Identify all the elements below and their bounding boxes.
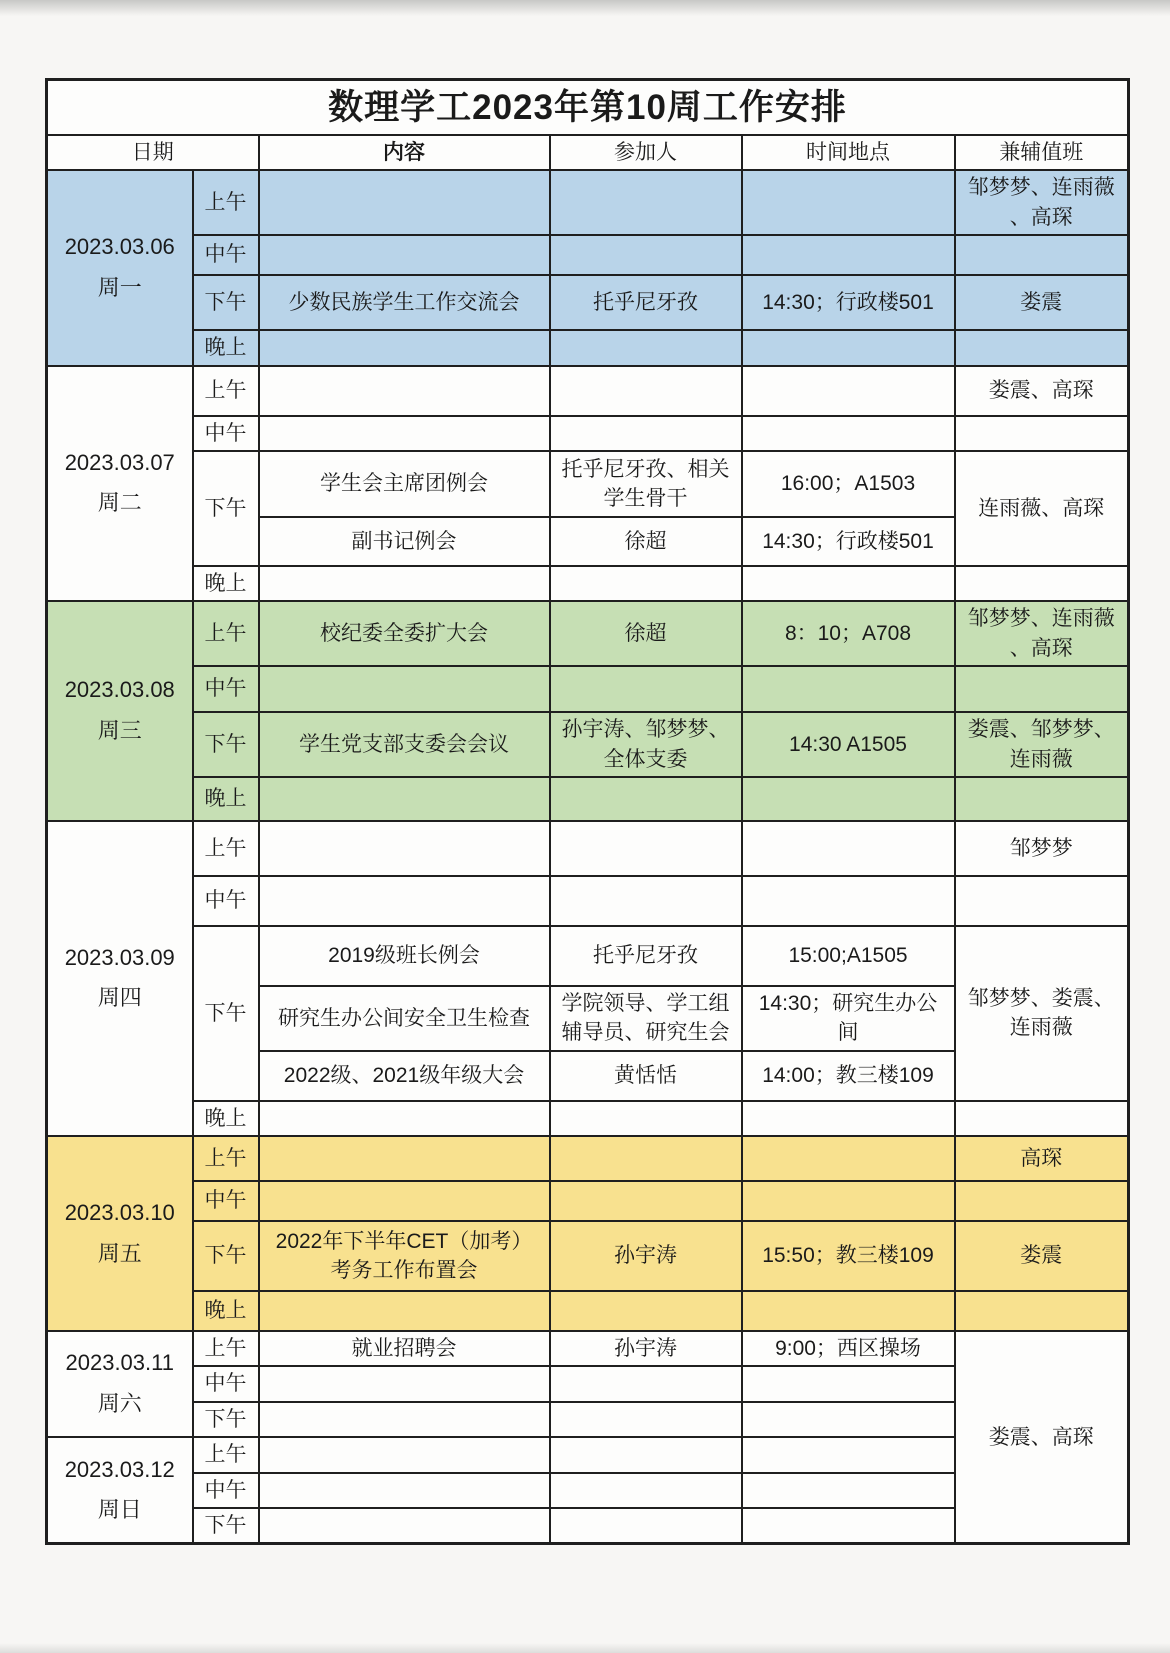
time-cell (742, 1473, 955, 1508)
time-cell (742, 1136, 955, 1181)
period-cell: 晚上 (193, 1291, 259, 1331)
time-cell (742, 1181, 955, 1221)
content-cell (259, 1508, 550, 1544)
period-cell: 下午 (193, 275, 259, 330)
weekday-text: 周三 (97, 718, 142, 744)
table-row (47, 451, 1129, 517)
date-cell (47, 1136, 193, 1331)
table-row (47, 330, 1129, 365)
table-row (47, 1291, 1129, 1331)
time-cell (742, 876, 955, 926)
date-cell (47, 601, 193, 821)
period-cell: 上午 (193, 1437, 259, 1472)
period-cell: 下午 (193, 451, 259, 566)
content-cell (259, 170, 550, 235)
participants-cell: 孙宇涛 (550, 1331, 742, 1366)
date-cell (47, 821, 193, 1136)
content-cell (259, 566, 550, 601)
participants-cell (550, 170, 742, 235)
participants-cell: 学院领导、学工组辅导员、研究生会 (550, 986, 742, 1051)
content-cell: 就业招聘会 (259, 1331, 550, 1366)
participants-cell: 托乎尼牙孜、相关学生骨干 (550, 451, 742, 517)
weekday-text: 周一 (97, 274, 142, 300)
table-row (47, 601, 1129, 666)
time-cell: 8：10；A708 (742, 601, 955, 666)
schedule-table (45, 78, 1130, 1545)
table-row (47, 1181, 1129, 1221)
table-row (47, 1136, 1129, 1181)
time-cell: 14:00；教三楼109 (742, 1051, 955, 1101)
content-cell: 副书记例会 (259, 517, 550, 566)
content-cell (259, 821, 550, 876)
participants-cell (550, 777, 742, 821)
period-cell: 中午 (193, 666, 259, 712)
content-cell: 研究生办公间安全卫生检查 (259, 986, 550, 1051)
weekday-text: 周日 (97, 1497, 142, 1523)
participants-cell (550, 821, 742, 876)
participants-cell (550, 330, 742, 365)
participants-cell (550, 1402, 742, 1437)
period-cell: 中午 (193, 1181, 259, 1221)
duty-cell (955, 1101, 1129, 1136)
content-cell (259, 777, 550, 821)
time-cell: 14:30；研究生办公间 (742, 986, 955, 1051)
col-header-duty: 兼辅值班 (955, 135, 1129, 170)
time-cell (742, 1437, 955, 1472)
period-cell: 下午 (193, 1221, 259, 1291)
content-cell: 2019级班长例会 (259, 926, 550, 986)
content-cell (259, 1366, 550, 1401)
period-cell: 上午 (193, 821, 259, 876)
period-cell: 下午 (193, 1402, 259, 1437)
participants-cell: 徐超 (550, 601, 742, 666)
date-text: 2023.03.07 (64, 449, 175, 475)
duty-cell (955, 566, 1129, 601)
table-row (47, 566, 1129, 601)
participants-cell (550, 666, 742, 712)
participants-cell (550, 1181, 742, 1221)
content-cell (259, 235, 550, 275)
content-cell (259, 366, 550, 416)
table-row (47, 135, 1129, 170)
duty-cell: 娄震、邹梦梦、连雨薇 (955, 712, 1129, 777)
period-cell: 上午 (193, 1136, 259, 1181)
duty-cell (955, 666, 1129, 712)
duty-cell: 邹梦梦、连雨薇、高琛 (955, 601, 1129, 666)
participants-cell (550, 1473, 742, 1508)
participants-cell: 托乎尼牙孜 (550, 926, 742, 986)
date-text: 2023.03.06 (64, 234, 175, 260)
participants-cell (550, 876, 742, 926)
duty-cell: 邹梦梦、娄震、连雨薇 (955, 926, 1129, 1101)
col-header-time: 时间地点 (742, 135, 955, 170)
content-cell: 学生党支部支委会会议 (259, 712, 550, 777)
participants-cell (550, 235, 742, 275)
col-header-date: 日期 (47, 135, 259, 170)
duty-cell (955, 1291, 1129, 1331)
table-row (47, 821, 1129, 876)
content-cell: 校纪委全委扩大会 (259, 601, 550, 666)
date-text: 2023.03.11 (65, 1350, 174, 1376)
time-cell (742, 1402, 955, 1437)
photo-top-shadow (0, 0, 1170, 16)
participants-cell (550, 366, 742, 416)
weekday-text: 周四 (97, 985, 142, 1011)
time-cell (742, 666, 955, 712)
time-cell (742, 1366, 955, 1401)
table-row (47, 876, 1129, 926)
participants-cell: 孙宇涛 (550, 1221, 742, 1291)
table-row (47, 416, 1129, 451)
participants-cell (550, 1366, 742, 1401)
time-cell (742, 416, 955, 451)
content-cell (259, 1473, 550, 1508)
content-cell (259, 1101, 550, 1136)
period-cell: 中午 (193, 1473, 259, 1508)
duty-cell (955, 235, 1129, 275)
duty-cell (955, 1181, 1129, 1221)
period-cell: 上午 (193, 366, 259, 416)
time-cell: 14:30 A1505 (742, 712, 955, 777)
period-cell: 中午 (193, 416, 259, 451)
weekday-text: 周五 (97, 1240, 142, 1266)
date-cell (47, 1437, 193, 1544)
time-cell (742, 1508, 955, 1544)
time-cell (742, 366, 955, 416)
content-cell (259, 330, 550, 365)
table-row (47, 777, 1129, 821)
time-cell (742, 1291, 955, 1331)
content-cell (259, 666, 550, 712)
col-header-content: 内容 (259, 135, 550, 170)
duty-cell: 娄震 (955, 275, 1129, 330)
time-cell: 16:00；A1503 (742, 451, 955, 517)
table-row (47, 712, 1129, 777)
period-cell: 晚上 (193, 777, 259, 821)
weekday-text: 周六 (97, 1391, 142, 1417)
content-cell: 学生会主席团例会 (259, 451, 550, 517)
time-cell: 9:00；西区操场 (742, 1331, 955, 1366)
period-cell: 中午 (193, 1366, 259, 1401)
date-cell (47, 366, 193, 602)
time-cell (742, 821, 955, 876)
duty-cell: 邹梦梦 (955, 821, 1129, 876)
duty-cell: 连雨薇、高琛 (955, 451, 1129, 566)
participants-cell: 徐超 (550, 517, 742, 566)
content-cell (259, 1136, 550, 1181)
time-cell: 15:50；教三楼109 (742, 1221, 955, 1291)
date-text: 2023.03.09 (64, 944, 175, 970)
period-cell: 中午 (193, 235, 259, 275)
table-row (47, 1101, 1129, 1136)
content-cell (259, 416, 550, 451)
table-row (47, 275, 1129, 330)
photo-bottom-shadow (0, 1643, 1170, 1653)
duty-cell (955, 777, 1129, 821)
table-row (47, 80, 1129, 136)
content-cell (259, 1181, 550, 1221)
table-row (47, 666, 1129, 712)
time-cell (742, 777, 955, 821)
participants-cell (550, 1508, 742, 1544)
weekend-duty-cell: 娄震、高琛 (955, 1331, 1129, 1544)
content-cell (259, 876, 550, 926)
participants-cell (550, 566, 742, 601)
table-row (47, 366, 1129, 416)
period-cell: 下午 (193, 712, 259, 777)
period-cell: 中午 (193, 876, 259, 926)
content-cell: 2022级、2021级年级大会 (259, 1051, 550, 1101)
time-cell (742, 1101, 955, 1136)
duty-cell: 邹梦梦、连雨薇、高琛 (955, 170, 1129, 235)
period-cell: 晚上 (193, 566, 259, 601)
participants-cell (550, 1101, 742, 1136)
date-text: 2023.03.10 (64, 1199, 175, 1225)
time-cell (742, 330, 955, 365)
content-cell (259, 1291, 550, 1331)
time-cell: 14:30；行政楼501 (742, 275, 955, 330)
date-cell (47, 170, 193, 365)
table-row (47, 926, 1129, 986)
participants-cell: 孙宇涛、邹梦梦、全体支委 (550, 712, 742, 777)
period-cell: 下午 (193, 926, 259, 1101)
participants-cell (550, 1136, 742, 1181)
time-cell (742, 235, 955, 275)
period-cell: 上午 (193, 1331, 259, 1366)
table-row (47, 1221, 1129, 1291)
page-title: 数理学工2023年第10周工作安排 (47, 80, 1129, 136)
participants-cell (550, 416, 742, 451)
table-row (47, 1331, 1129, 1366)
participants-cell (550, 1291, 742, 1331)
participants-cell (550, 1437, 742, 1472)
participants-cell: 托乎尼牙孜 (550, 275, 742, 330)
duty-cell (955, 416, 1129, 451)
period-cell: 上午 (193, 170, 259, 235)
table-row (47, 235, 1129, 275)
content-cell: 少数民族学生工作交流会 (259, 275, 550, 330)
weekday-text: 周二 (97, 490, 142, 516)
period-cell: 上午 (193, 601, 259, 666)
duty-cell (955, 330, 1129, 365)
time-cell (742, 566, 955, 601)
period-cell: 晚上 (193, 330, 259, 365)
table-row (47, 170, 1129, 235)
duty-cell: 娄震、高琛 (955, 366, 1129, 416)
period-cell: 晚上 (193, 1101, 259, 1136)
time-cell: 14:30；行政楼501 (742, 517, 955, 566)
time-cell (742, 170, 955, 235)
content-cell (259, 1402, 550, 1437)
content-cell (259, 1437, 550, 1472)
duty-cell: 娄震 (955, 1221, 1129, 1291)
date-text: 2023.03.08 (64, 677, 175, 703)
date-text: 2023.03.12 (64, 1456, 175, 1482)
content-cell: 2022年下半年CET（加考）考务工作布置会 (259, 1221, 550, 1291)
duty-cell (955, 876, 1129, 926)
period-cell: 下午 (193, 1508, 259, 1544)
col-header-participants: 参加人 (550, 135, 742, 170)
participants-cell: 黄恬恬 (550, 1051, 742, 1101)
date-cell (47, 1331, 193, 1437)
time-cell: 15:00;A1505 (742, 926, 955, 986)
duty-cell: 高琛 (955, 1136, 1129, 1181)
